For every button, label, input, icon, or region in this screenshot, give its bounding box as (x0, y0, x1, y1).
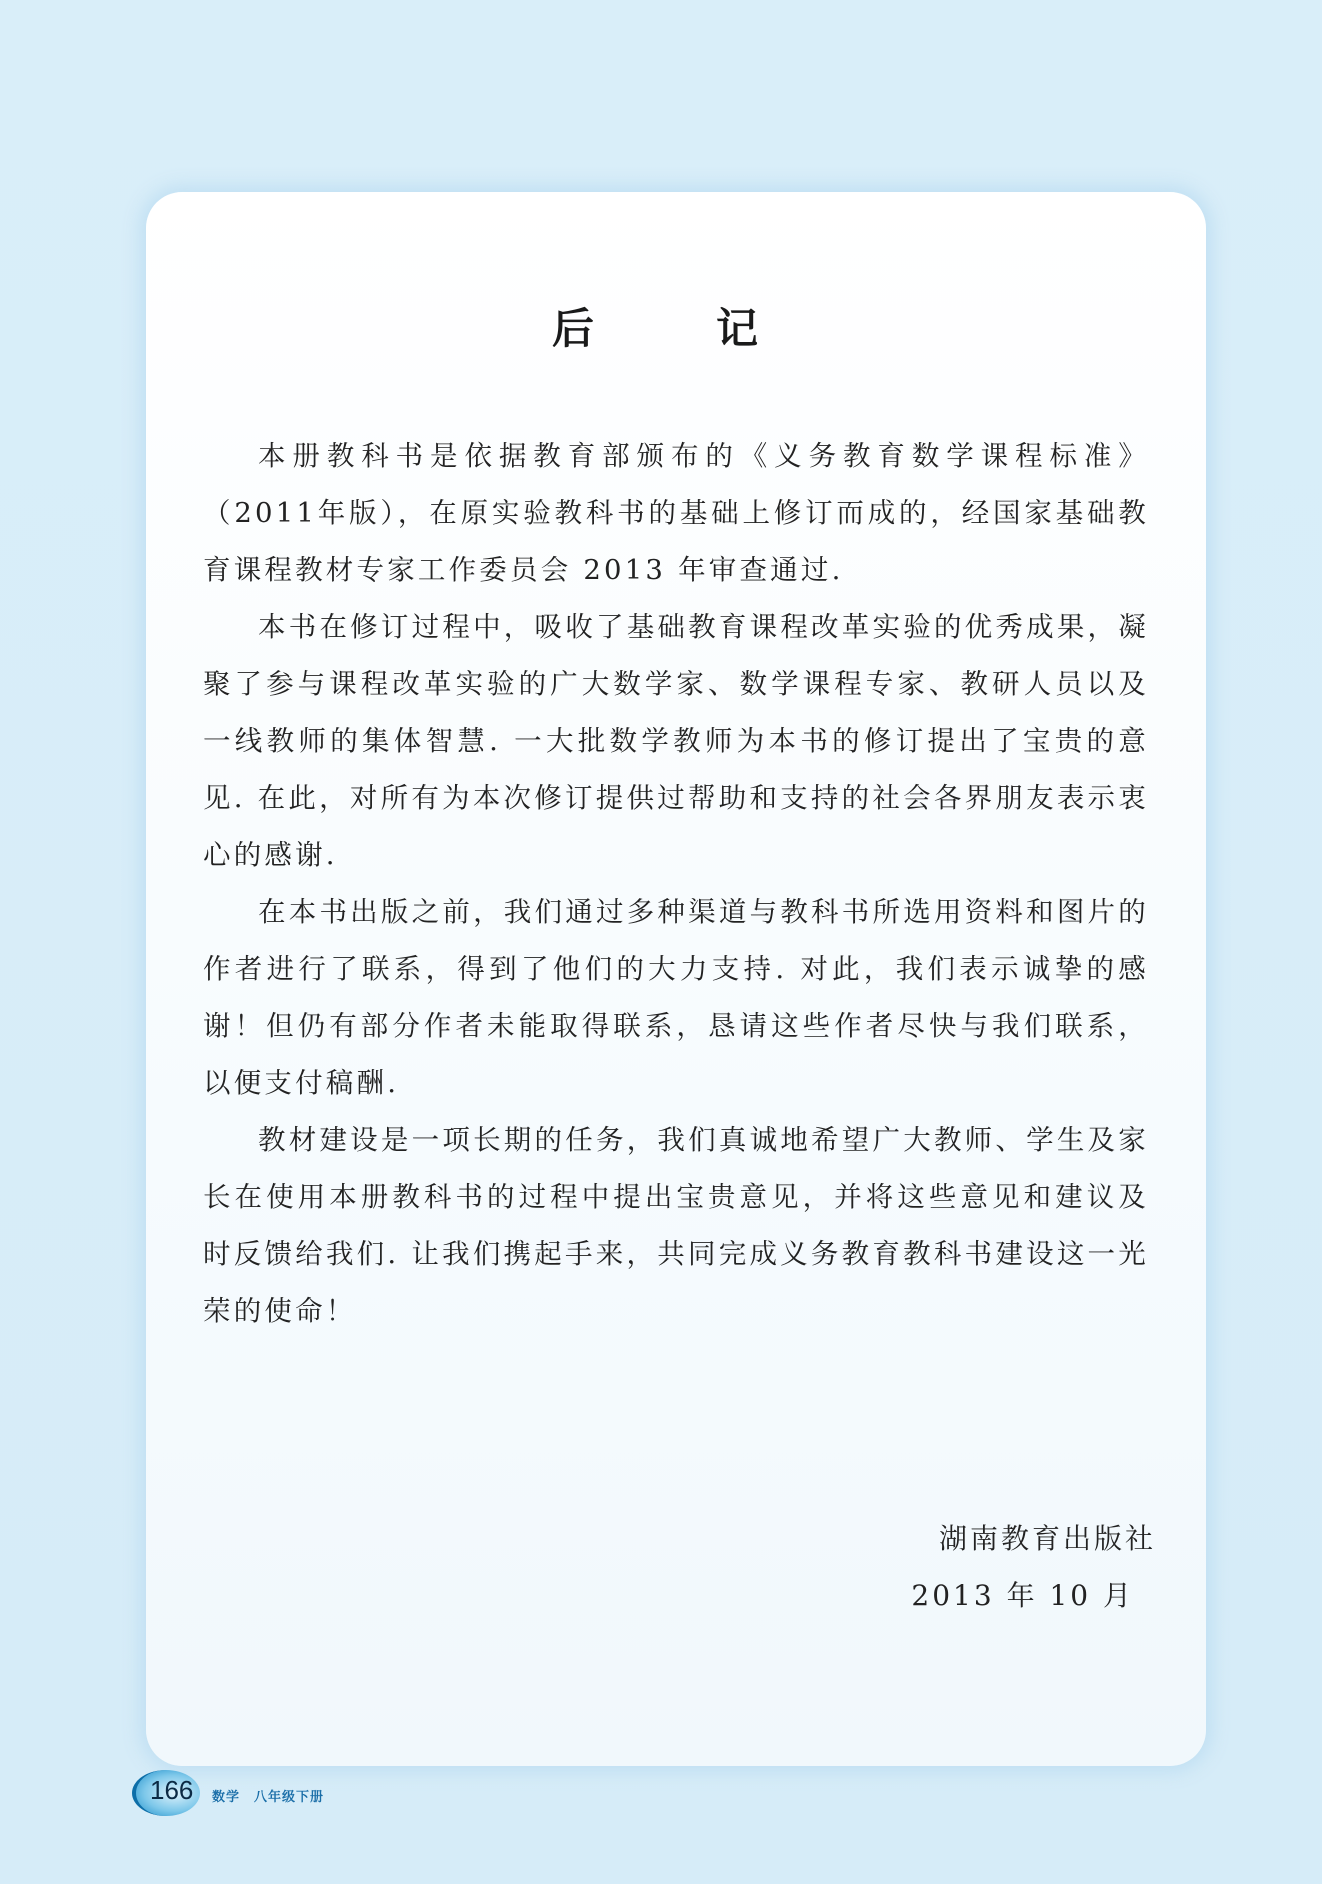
afterword-body (203, 428, 1149, 1340)
page-edge (1322, 0, 1332, 1884)
publisher-name: 湖南教育出版社 (938, 1522, 1156, 1555)
paragraph: 教材建设是一项长期的任务，我们真诚地希望广大教师、学生及家长在使用本册教科书的过程中提出宝贵意见，并将这些意见和建议及时反馈给我们. 让我们携起手来，共同完成义务教育教科书建设这一光荣的使命！ (203, 1124, 1149, 1327)
signature-date: 2013 年 10 月 (911, 1579, 1134, 1612)
paragraph: 本册教科书是依据教育部颁布的《义务教育数学课程标准》（2011年版），在原实验教科书的基础上修订而成的，经国家基础教育课程教材专家工作委员会 2013 年审查通过. (203, 440, 1149, 586)
signature-block (911, 1510, 1156, 1624)
paragraph: 本书在修订过程中，吸收了基础教育课程改革实验的优秀成果，凝聚了参与课程改革实验的广大数学家、数学课程专家、教研人员以及一线教师的集体智慧. 一大批数学教师为本书的修订提出了宝贵的意见. 在此，对所有为本次修订提供过帮助和支持的社会各界朋友表示衷心的感谢. (203, 611, 1149, 871)
page-number: 166 (150, 1775, 194, 1805)
page-footer (132, 1770, 532, 1822)
page-title: 后 记 (551, 304, 798, 353)
paragraph: 在本书出版之前，我们通过多种渠道与教科书所选用资料和图片的作者进行了联系，得到了他们的大力支持. 对此，我们表示诚挚的感谢！但仍有部分作者未能取得联系，恳请这些作者尽快与我们联系，以便支付稿酬. (203, 896, 1149, 1099)
book-info: 数学 八年级下册 (212, 1790, 325, 1805)
